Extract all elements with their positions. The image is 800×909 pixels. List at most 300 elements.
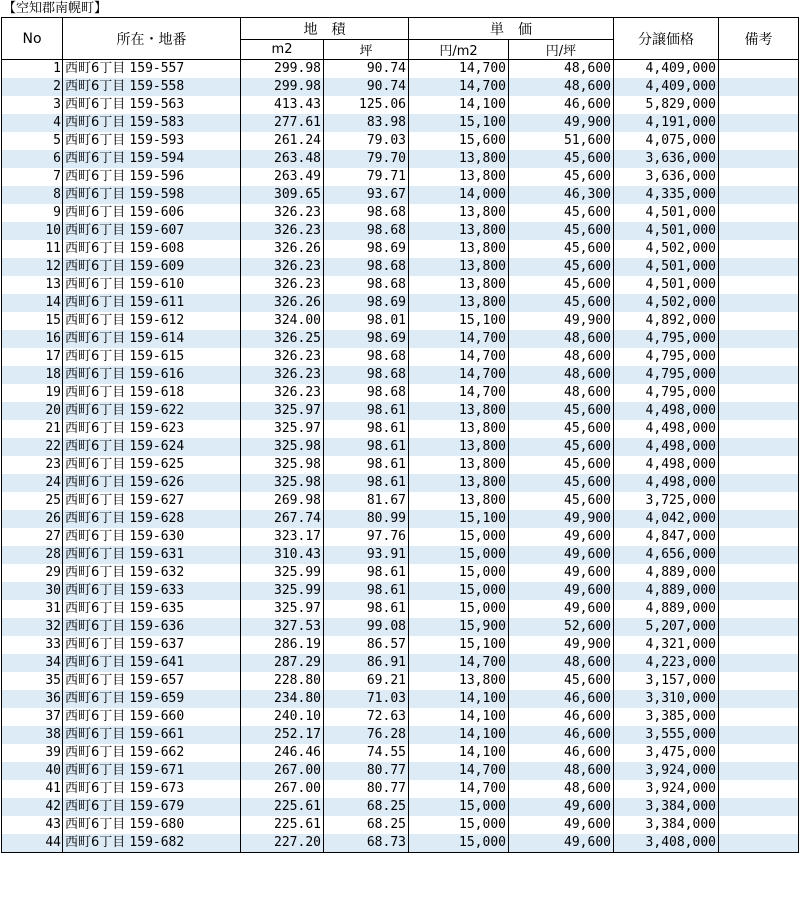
row-area-m2: 261.24 xyxy=(241,132,324,150)
row-unit-price-m2: 13,800 xyxy=(409,276,509,294)
row-lot-number: 159-608 xyxy=(129,241,185,256)
row-location xyxy=(63,690,241,708)
row-unit-price-m2: 15,100 xyxy=(409,510,509,528)
row-sale-price: 5,207,000 xyxy=(614,618,719,636)
row-area-tsubo: 98.68 xyxy=(324,276,409,294)
row-sale-price: 4,847,000 xyxy=(614,528,719,546)
row-location xyxy=(63,600,241,618)
row-lot-number: 159-615 xyxy=(129,349,185,364)
row-lot-number: 159-657 xyxy=(129,673,185,688)
row-sale-price: 4,656,000 xyxy=(614,546,719,564)
row-area-tsubo: 80.77 xyxy=(324,762,409,780)
row-lot-number: 159-612 xyxy=(129,313,185,328)
row-unit-price-tsubo: 45,600 xyxy=(509,456,614,474)
row-town: 西町6丁目 xyxy=(65,403,126,418)
row-note xyxy=(719,204,799,222)
row-lot-number: 159-641 xyxy=(129,655,185,670)
lot-price-table xyxy=(1,17,799,853)
row-area-tsubo: 80.77 xyxy=(324,780,409,798)
row-note xyxy=(719,438,799,456)
row-sale-price: 4,795,000 xyxy=(614,384,719,402)
row-note xyxy=(719,420,799,438)
row-area-tsubo: 83.98 xyxy=(324,114,409,132)
row-unit-price-m2: 14,700 xyxy=(409,330,509,348)
row-unit-price-tsubo: 45,600 xyxy=(509,276,614,294)
row-town: 西町6丁目 xyxy=(65,817,126,832)
row-area-m2: 326.25 xyxy=(241,330,324,348)
row-location xyxy=(63,258,241,276)
row-sale-price: 3,408,000 xyxy=(614,834,719,853)
row-unit-price-m2: 15,000 xyxy=(409,564,509,582)
row-note xyxy=(719,636,799,654)
row-unit-price-tsubo: 48,600 xyxy=(509,762,614,780)
row-town: 西町6丁目 xyxy=(65,709,126,724)
row-unit-price-m2: 14,700 xyxy=(409,60,509,79)
row-area-tsubo: 81.67 xyxy=(324,492,409,510)
row-note xyxy=(719,762,799,780)
row-note xyxy=(719,150,799,168)
table-row xyxy=(2,258,799,276)
row-note xyxy=(719,258,799,276)
table-row xyxy=(2,582,799,600)
header-no: No xyxy=(2,18,63,60)
row-unit-price-tsubo: 45,600 xyxy=(509,438,614,456)
row-location xyxy=(63,708,241,726)
table-row xyxy=(2,96,799,114)
table-row xyxy=(2,636,799,654)
row-location xyxy=(63,222,241,240)
row-town: 西町6丁目 xyxy=(65,367,126,382)
row-area-m2: 263.48 xyxy=(241,150,324,168)
table-header xyxy=(2,18,799,60)
row-note xyxy=(719,366,799,384)
row-location xyxy=(63,348,241,366)
row-area-m2: 267.00 xyxy=(241,780,324,798)
page-title: 【空知郡南幌町】 xyxy=(3,1,108,16)
row-note xyxy=(719,546,799,564)
row-area-tsubo: 98.61 xyxy=(324,420,409,438)
row-town: 西町6丁目 xyxy=(65,493,126,508)
row-unit-price-tsubo: 48,600 xyxy=(509,366,614,384)
row-unit-price-tsubo: 49,600 xyxy=(509,546,614,564)
table-row xyxy=(2,78,799,96)
row-location xyxy=(63,204,241,222)
row-unit-price-m2: 14,700 xyxy=(409,654,509,672)
row-note xyxy=(719,114,799,132)
row-note xyxy=(719,618,799,636)
row-unit-price-m2: 15,000 xyxy=(409,816,509,834)
row-lot-number: 159-563 xyxy=(129,97,185,112)
row-sale-price: 4,501,000 xyxy=(614,204,719,222)
row-area-tsubo: 90.74 xyxy=(324,60,409,79)
row-lot-number: 159-594 xyxy=(129,151,185,166)
row-town: 西町6丁目 xyxy=(65,637,126,652)
row-location xyxy=(63,132,241,150)
row-unit-price-m2: 15,000 xyxy=(409,582,509,600)
row-unit-price-m2: 14,100 xyxy=(409,726,509,744)
row-no: 29 xyxy=(2,564,63,582)
table-row xyxy=(2,222,799,240)
row-sale-price: 4,501,000 xyxy=(614,222,719,240)
row-location xyxy=(63,438,241,456)
row-unit-price-tsubo: 48,600 xyxy=(509,654,614,672)
row-unit-price-m2: 14,000 xyxy=(409,186,509,204)
row-no: 36 xyxy=(2,690,63,708)
row-sale-price: 5,829,000 xyxy=(614,96,719,114)
row-area-tsubo: 98.61 xyxy=(324,564,409,582)
row-location xyxy=(63,744,241,762)
row-note xyxy=(719,816,799,834)
row-note xyxy=(719,564,799,582)
row-lot-number: 159-680 xyxy=(129,817,185,832)
row-no: 21 xyxy=(2,420,63,438)
row-town: 西町6丁目 xyxy=(65,79,126,94)
row-no: 25 xyxy=(2,492,63,510)
table-row xyxy=(2,294,799,312)
row-unit-price-tsubo: 48,600 xyxy=(509,780,614,798)
row-note xyxy=(719,726,799,744)
row-area-tsubo: 79.70 xyxy=(324,150,409,168)
row-note xyxy=(719,402,799,420)
table-row xyxy=(2,726,799,744)
row-town: 西町6丁目 xyxy=(65,241,126,256)
row-unit-price-tsubo: 46,600 xyxy=(509,744,614,762)
row-area-tsubo: 98.68 xyxy=(324,384,409,402)
row-lot-number: 159-632 xyxy=(129,565,185,580)
table-row xyxy=(2,168,799,186)
row-area-m2: 325.99 xyxy=(241,582,324,600)
row-note xyxy=(719,690,799,708)
row-unit-price-tsubo: 48,600 xyxy=(509,384,614,402)
table-row xyxy=(2,132,799,150)
row-area-m2: 325.98 xyxy=(241,456,324,474)
table-row xyxy=(2,564,799,582)
row-area-m2: 228.80 xyxy=(241,672,324,690)
row-town: 西町6丁目 xyxy=(65,313,126,328)
row-sale-price: 4,191,000 xyxy=(614,114,719,132)
row-lot-number: 159-598 xyxy=(129,187,185,202)
row-sale-price: 4,321,000 xyxy=(614,636,719,654)
row-unit-price-m2: 15,000 xyxy=(409,798,509,816)
row-unit-price-tsubo: 45,600 xyxy=(509,258,614,276)
row-unit-price-tsubo: 45,600 xyxy=(509,222,614,240)
row-unit-price-m2: 13,800 xyxy=(409,222,509,240)
row-lot-number: 159-661 xyxy=(129,727,185,742)
row-town: 西町6丁目 xyxy=(65,349,126,364)
row-area-m2: 326.26 xyxy=(241,294,324,312)
row-town: 西町6丁目 xyxy=(65,763,126,778)
header-unit-price: 単 価 xyxy=(409,18,614,40)
table-row xyxy=(2,204,799,222)
table-row xyxy=(2,618,799,636)
row-no: 7 xyxy=(2,168,63,186)
row-area-tsubo: 98.61 xyxy=(324,402,409,420)
row-area-tsubo: 98.68 xyxy=(324,258,409,276)
row-town: 西町6丁目 xyxy=(65,115,126,130)
row-lot-number: 159-616 xyxy=(129,367,185,382)
row-note xyxy=(719,294,799,312)
row-unit-price-tsubo: 48,600 xyxy=(509,330,614,348)
row-area-m2: 225.61 xyxy=(241,816,324,834)
row-unit-price-tsubo: 49,900 xyxy=(509,510,614,528)
row-no: 19 xyxy=(2,384,63,402)
row-area-m2: 267.74 xyxy=(241,510,324,528)
row-note xyxy=(719,834,799,853)
row-unit-price-m2: 13,800 xyxy=(409,168,509,186)
row-lot-number: 159-609 xyxy=(129,259,185,274)
row-location xyxy=(63,816,241,834)
row-town: 西町6丁目 xyxy=(65,547,126,562)
row-lot-number: 159-682 xyxy=(129,835,185,850)
row-lot-number: 159-593 xyxy=(129,133,185,148)
row-unit-price-tsubo: 46,600 xyxy=(509,96,614,114)
row-area-tsubo: 68.73 xyxy=(324,834,409,853)
row-area-tsubo: 98.69 xyxy=(324,294,409,312)
row-no: 22 xyxy=(2,438,63,456)
row-lot-number: 159-614 xyxy=(129,331,185,346)
table-row xyxy=(2,672,799,690)
row-unit-price-tsubo: 45,600 xyxy=(509,474,614,492)
row-area-m2: 234.80 xyxy=(241,690,324,708)
row-no: 4 xyxy=(2,114,63,132)
row-sale-price: 4,498,000 xyxy=(614,474,719,492)
row-lot-number: 159-673 xyxy=(129,781,185,796)
row-lot-number: 159-628 xyxy=(129,511,185,526)
row-lot-number: 159-626 xyxy=(129,475,185,490)
row-sale-price: 3,924,000 xyxy=(614,780,719,798)
row-sale-price: 3,725,000 xyxy=(614,492,719,510)
header-area-tsubo: 坪 xyxy=(324,40,409,60)
row-area-m2: 323.17 xyxy=(241,528,324,546)
row-area-m2: 246.46 xyxy=(241,744,324,762)
row-location xyxy=(63,96,241,114)
row-lot-number: 159-630 xyxy=(129,529,185,544)
row-unit-price-m2: 14,100 xyxy=(409,708,509,726)
row-location xyxy=(63,654,241,672)
row-no: 2 xyxy=(2,78,63,96)
row-note xyxy=(719,744,799,762)
row-unit-price-tsubo: 46,300 xyxy=(509,186,614,204)
table-row xyxy=(2,510,799,528)
row-note xyxy=(719,312,799,330)
row-area-tsubo: 86.91 xyxy=(324,654,409,672)
table-row xyxy=(2,744,799,762)
table-row xyxy=(2,186,799,204)
row-no: 18 xyxy=(2,366,63,384)
row-area-tsubo: 98.69 xyxy=(324,330,409,348)
row-town: 西町6丁目 xyxy=(65,691,126,706)
row-town: 西町6丁目 xyxy=(65,385,126,400)
row-area-tsubo: 98.68 xyxy=(324,348,409,366)
row-town: 西町6丁目 xyxy=(65,511,126,526)
row-note xyxy=(719,654,799,672)
row-area-tsubo: 125.06 xyxy=(324,96,409,114)
row-unit-price-m2: 13,800 xyxy=(409,420,509,438)
header-sale-price: 分譲価格 xyxy=(614,18,719,60)
row-unit-price-tsubo: 49,600 xyxy=(509,564,614,582)
row-sale-price: 4,498,000 xyxy=(614,456,719,474)
row-lot-number: 159-627 xyxy=(129,493,185,508)
row-no: 5 xyxy=(2,132,63,150)
row-note xyxy=(719,528,799,546)
row-sale-price: 4,335,000 xyxy=(614,186,719,204)
header-area-m2: m2 xyxy=(241,40,324,60)
row-town: 西町6丁目 xyxy=(65,781,126,796)
row-sale-price: 4,501,000 xyxy=(614,258,719,276)
row-sale-price: 3,924,000 xyxy=(614,762,719,780)
row-note xyxy=(719,132,799,150)
row-town: 西町6丁目 xyxy=(65,331,126,346)
row-sale-price: 4,498,000 xyxy=(614,402,719,420)
header-unit-price-tsubo: 円/坪 xyxy=(509,40,614,60)
row-town: 西町6丁目 xyxy=(65,151,126,166)
row-location xyxy=(63,402,241,420)
row-sale-price: 3,310,000 xyxy=(614,690,719,708)
row-no: 33 xyxy=(2,636,63,654)
row-area-m2: 299.98 xyxy=(241,60,324,79)
row-note xyxy=(719,240,799,258)
row-area-tsubo: 71.03 xyxy=(324,690,409,708)
row-area-m2: 326.23 xyxy=(241,204,324,222)
row-lot-number: 159-671 xyxy=(129,763,185,778)
row-lot-number: 159-633 xyxy=(129,583,185,598)
row-note xyxy=(719,276,799,294)
row-location xyxy=(63,546,241,564)
row-area-tsubo: 76.28 xyxy=(324,726,409,744)
row-note xyxy=(719,348,799,366)
row-lot-number: 159-610 xyxy=(129,277,185,292)
row-lot-number: 159-623 xyxy=(129,421,185,436)
row-unit-price-m2: 13,800 xyxy=(409,438,509,456)
row-location xyxy=(63,582,241,600)
row-area-m2: 252.17 xyxy=(241,726,324,744)
table-row xyxy=(2,708,799,726)
row-sale-price: 4,498,000 xyxy=(614,438,719,456)
row-area-tsubo: 98.68 xyxy=(324,222,409,240)
row-town: 西町6丁目 xyxy=(65,187,126,202)
row-unit-price-m2: 13,800 xyxy=(409,672,509,690)
row-area-m2: 413.43 xyxy=(241,96,324,114)
table-row xyxy=(2,348,799,366)
row-note xyxy=(719,510,799,528)
row-lot-number: 159-611 xyxy=(129,295,185,310)
row-unit-price-m2: 15,100 xyxy=(409,114,509,132)
row-area-m2: 309.65 xyxy=(241,186,324,204)
row-unit-price-m2: 14,700 xyxy=(409,780,509,798)
row-no: 14 xyxy=(2,294,63,312)
row-no: 28 xyxy=(2,546,63,564)
row-town: 西町6丁目 xyxy=(65,601,126,616)
row-unit-price-tsubo: 49,900 xyxy=(509,312,614,330)
row-area-m2: 325.97 xyxy=(241,402,324,420)
row-sale-price: 4,498,000 xyxy=(614,420,719,438)
table-row xyxy=(2,114,799,132)
row-sale-price: 4,223,000 xyxy=(614,654,719,672)
row-unit-price-m2: 13,800 xyxy=(409,240,509,258)
row-unit-price-m2: 14,100 xyxy=(409,744,509,762)
row-note xyxy=(719,222,799,240)
row-lot-number: 159-618 xyxy=(129,385,185,400)
row-location xyxy=(63,456,241,474)
row-area-tsubo: 98.61 xyxy=(324,456,409,474)
row-unit-price-m2: 15,000 xyxy=(409,528,509,546)
row-no: 12 xyxy=(2,258,63,276)
row-town: 西町6丁目 xyxy=(65,835,126,850)
row-no: 15 xyxy=(2,312,63,330)
row-note xyxy=(719,708,799,726)
row-sale-price: 4,889,000 xyxy=(614,582,719,600)
table-row xyxy=(2,420,799,438)
table-row xyxy=(2,816,799,834)
row-unit-price-tsubo: 45,600 xyxy=(509,168,614,186)
row-location xyxy=(63,834,241,853)
row-town: 西町6丁目 xyxy=(65,727,126,742)
table-row xyxy=(2,798,799,816)
row-location xyxy=(63,726,241,744)
row-area-m2: 267.00 xyxy=(241,762,324,780)
row-town: 西町6丁目 xyxy=(65,133,126,148)
table-row xyxy=(2,528,799,546)
row-unit-price-tsubo: 49,600 xyxy=(509,528,614,546)
table-row xyxy=(2,150,799,168)
table-row xyxy=(2,600,799,618)
row-no: 1 xyxy=(2,60,63,79)
row-note xyxy=(719,780,799,798)
row-town: 西町6丁目 xyxy=(65,205,126,220)
row-area-tsubo: 97.76 xyxy=(324,528,409,546)
row-lot-number: 159-635 xyxy=(129,601,185,616)
row-sale-price: 3,384,000 xyxy=(614,798,719,816)
row-no: 32 xyxy=(2,618,63,636)
row-no: 34 xyxy=(2,654,63,672)
row-no: 35 xyxy=(2,672,63,690)
row-no: 30 xyxy=(2,582,63,600)
row-area-m2: 277.61 xyxy=(241,114,324,132)
row-area-m2: 324.00 xyxy=(241,312,324,330)
row-lot-number: 159-679 xyxy=(129,799,185,814)
row-no: 27 xyxy=(2,528,63,546)
table-row xyxy=(2,312,799,330)
table-row xyxy=(2,240,799,258)
row-lot-number: 159-637 xyxy=(129,637,185,652)
row-unit-price-tsubo: 45,600 xyxy=(509,420,614,438)
row-location xyxy=(63,150,241,168)
row-note xyxy=(719,456,799,474)
row-unit-price-tsubo: 49,600 xyxy=(509,816,614,834)
row-unit-price-tsubo: 45,600 xyxy=(509,492,614,510)
row-unit-price-tsubo: 46,600 xyxy=(509,690,614,708)
row-area-tsubo: 93.91 xyxy=(324,546,409,564)
row-town: 西町6丁目 xyxy=(65,745,126,760)
row-no: 6 xyxy=(2,150,63,168)
row-lot-number: 159-607 xyxy=(129,223,185,238)
row-unit-price-tsubo: 45,600 xyxy=(509,672,614,690)
row-unit-price-m2: 15,100 xyxy=(409,636,509,654)
row-area-m2: 326.26 xyxy=(241,240,324,258)
row-sale-price: 3,385,000 xyxy=(614,708,719,726)
table-body xyxy=(2,60,799,853)
row-location xyxy=(63,366,241,384)
row-note xyxy=(719,492,799,510)
row-town: 西町6丁目 xyxy=(65,97,126,112)
table-row xyxy=(2,60,799,79)
table-row xyxy=(2,330,799,348)
table-row xyxy=(2,438,799,456)
row-no: 42 xyxy=(2,798,63,816)
row-unit-price-m2: 15,000 xyxy=(409,600,509,618)
row-area-tsubo: 98.61 xyxy=(324,474,409,492)
row-lot-number: 159-636 xyxy=(129,619,185,634)
